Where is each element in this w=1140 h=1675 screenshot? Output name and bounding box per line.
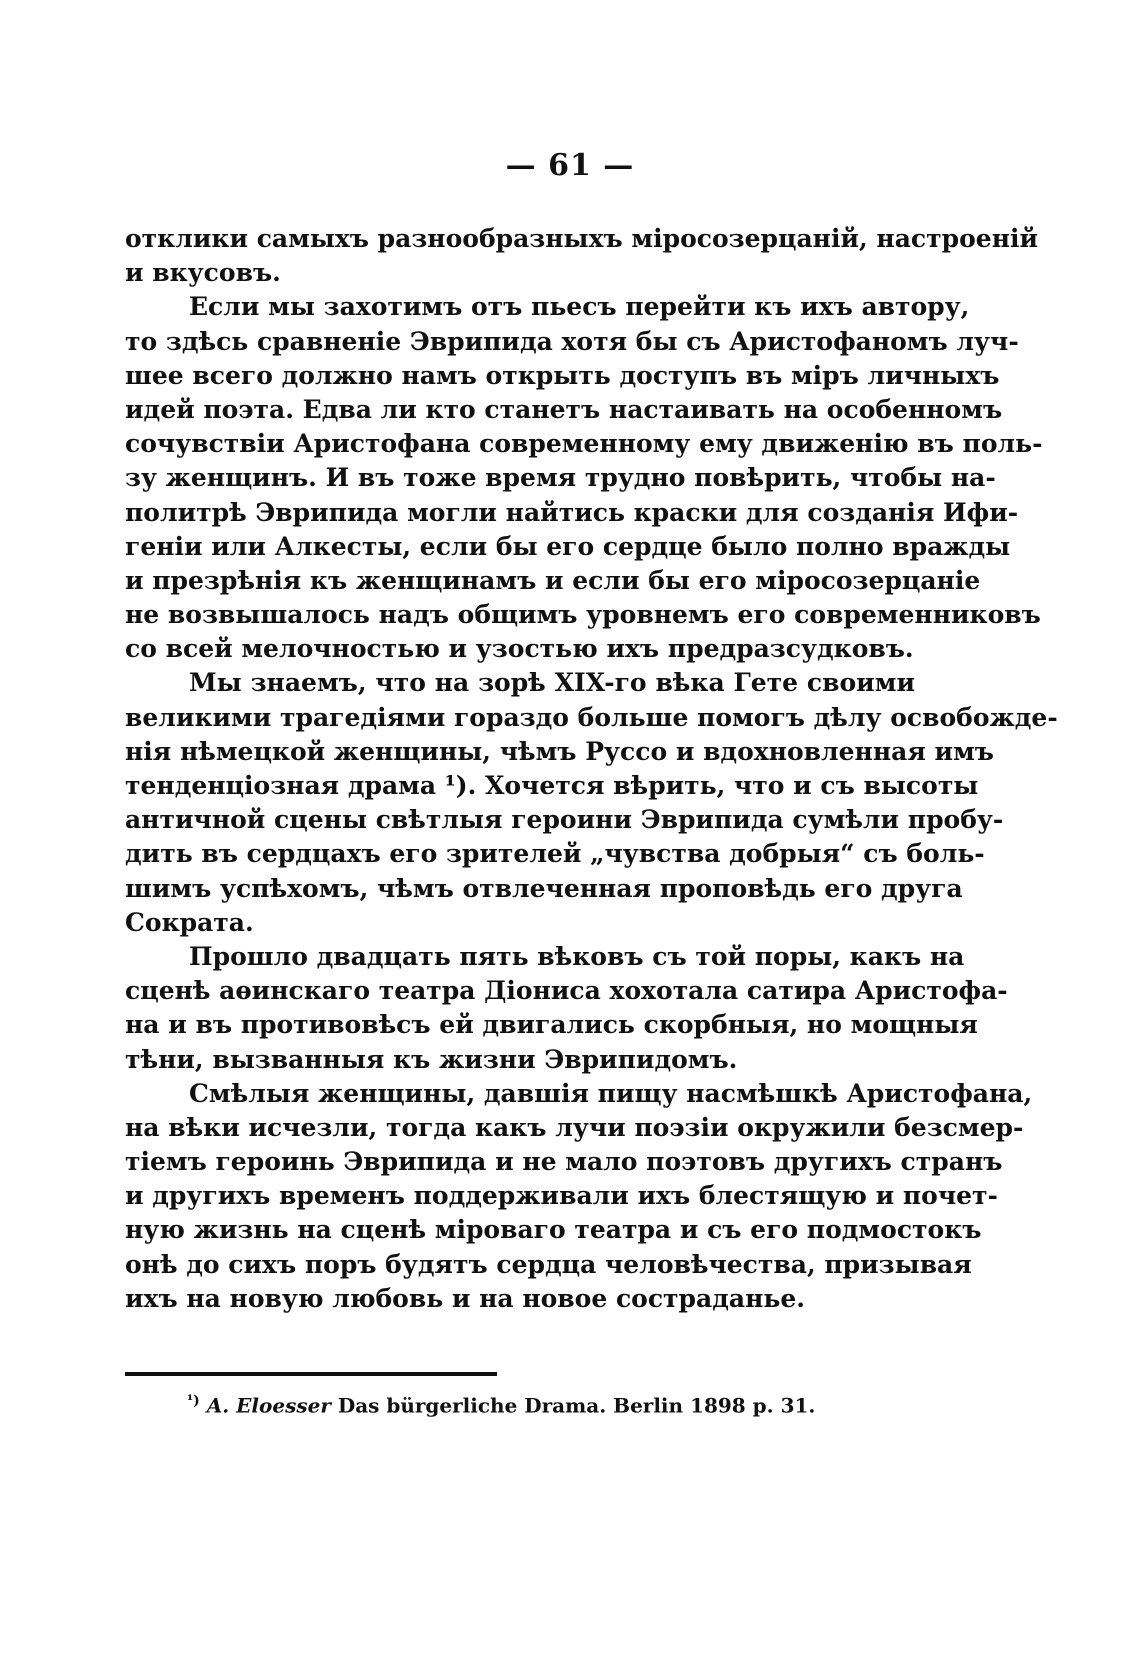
- text-line: со всей мелочностью и узостью ихъ предразсудковъ.: [125, 634, 914, 664]
- text-line: античной сцены свѣтлыя героини Эврипида сумѣли пробу-: [125, 805, 1004, 835]
- text-line: великими трагедіями гораздо больше помогъ дѣлу освобожде-: [125, 702, 1058, 732]
- text-line: ную жизнь на сценѣ міроваго театра и съ его подмостокъ: [125, 1215, 982, 1245]
- text-line: на вѣки исчезли, тогда какъ лучи поэзіи окружили безсмер-: [125, 1112, 1024, 1142]
- footnote-marker: ¹): [187, 1393, 200, 1409]
- text-line: и презрѣнія къ женщинамъ и если бы его міросозерцаніе: [125, 565, 981, 595]
- text-line: и другихъ временъ поддерживали ихъ блестящую и почет-: [125, 1181, 998, 1211]
- footnote: [187, 1393, 815, 1418]
- text-line: то здѣсь сравненіе Эврипида хотя бы съ Аристофаномъ луч-: [125, 326, 1019, 356]
- text-line: тіемъ героинь Эврипида и не мало поэтовъ другихъ странъ: [125, 1147, 1003, 1177]
- body-text: [125, 222, 1058, 1316]
- text-line: и вкусовъ.: [125, 258, 281, 288]
- text-line: нія нѣмецкой женщины, чѣмъ Руссо и вдохновленная имъ: [125, 736, 994, 766]
- text-line: тенденціозная драма ¹). Хочется вѣрить, что и съ высоты: [125, 771, 979, 800]
- text-line: геніи или Алкесты, если бы его сердце было полно вражды: [125, 531, 1011, 561]
- text-line: Сократа.: [125, 907, 254, 937]
- text-line: отклики самыхъ разнообразныхъ міросозерцаній, настроеній: [125, 224, 1039, 253]
- footnote-citation: Das bürgerliche Drama. Berlin 1898 p. 31.: [337, 1393, 816, 1418]
- page-number: — 61 —: [505, 148, 635, 183]
- text-line: идей поэта. Едва ли кто станетъ настаивать на особенномъ: [125, 394, 1003, 424]
- text-line: Мы знаемъ, что на зорѣ XIX-го вѣка Гете своими: [189, 668, 915, 698]
- text-line: зу женщинъ. И въ тоже время трудно повѣрить, чтобы на-: [125, 463, 996, 493]
- text-line: Прошло двадцать пять вѣковъ съ той поры, какъ на: [189, 941, 965, 971]
- footnote-author: A. Eloesser: [206, 1393, 331, 1418]
- text-line: ихъ на новую любовь и на новое состраданье.: [125, 1283, 805, 1313]
- text-line: шее всего должно намъ открыть доступъ въ міръ личныхъ: [125, 360, 1000, 390]
- text-line: дить въ сердцахъ его зрителей „чувства добрыя“ съ боль-: [125, 839, 985, 869]
- text-line: шимъ успѣхомъ, чѣмъ отвлеченная проповѣдь его друга: [125, 873, 963, 903]
- text-line: Смѣлыя женщины, давшія пищу насмѣшкѣ Аристофана,: [189, 1078, 1033, 1108]
- text-line: сочувствіи Аристофана современному ему движенію въ поль-: [125, 429, 1043, 459]
- text-line: онѣ до сихъ поръ будятъ сердца человѣчества, призывая: [125, 1249, 972, 1279]
- text-line: на и въ противовѣсъ ей двигались скорбныя, но мощныя: [125, 1010, 978, 1040]
- text-line: Если мы захотимъ отъ пьесъ перейти къ ихъ автору,: [189, 292, 970, 322]
- text-line: не возвышалось надъ общимъ уровнемъ его современниковъ: [125, 600, 1041, 630]
- text-line: тѣни, вызванныя къ жизни Эврипидомъ.: [125, 1044, 738, 1074]
- text-line: сценѣ аѳинскаго театра Діониса хохотала сатира Аристофа-: [125, 976, 1008, 1006]
- footnote-divider: [125, 1372, 497, 1376]
- text-line: политрѣ Эврипида могли найтись краски для созданія Ифи-: [125, 497, 1019, 527]
